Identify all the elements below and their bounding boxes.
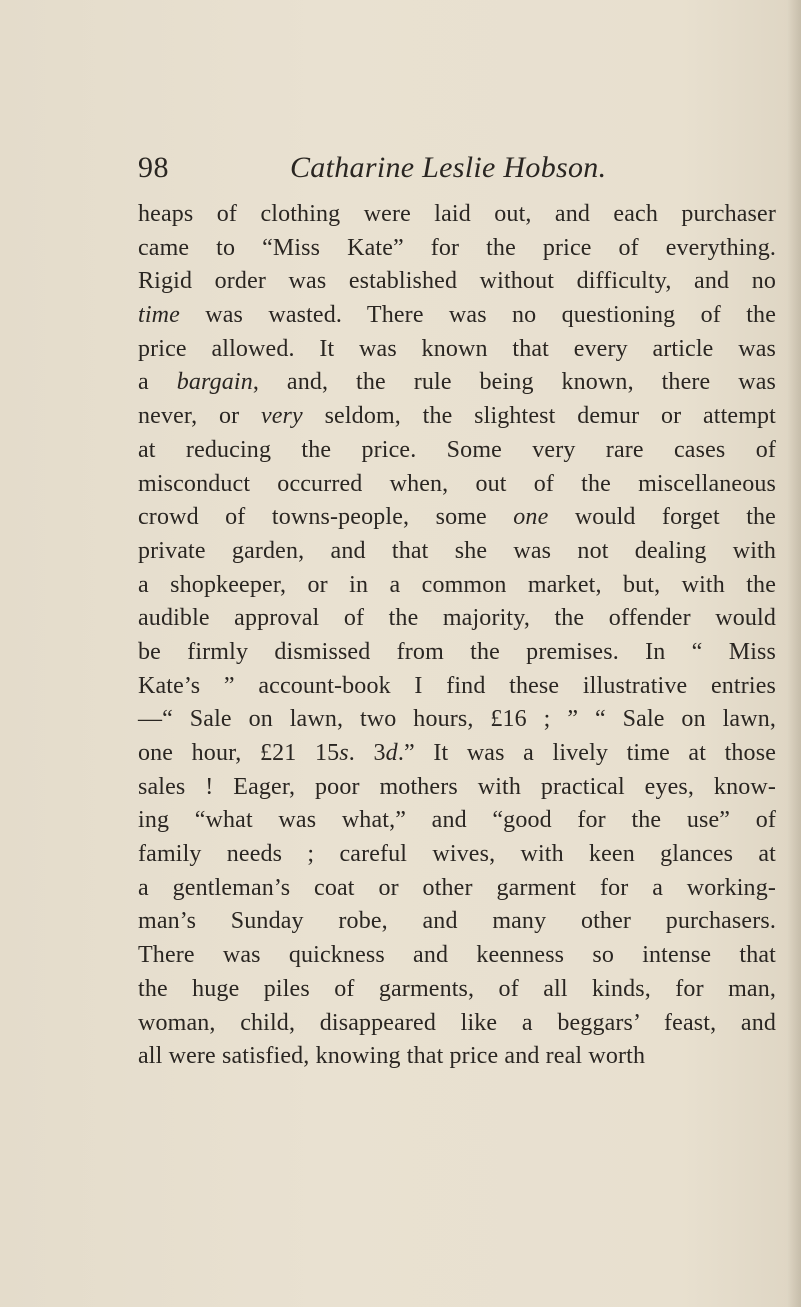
line-segment: seldom, the slightest demur or attempt <box>302 403 776 430</box>
text-line: be firmly dismissed from the premises. In “ Miss <box>138 638 776 665</box>
italic-word: time <box>138 302 180 329</box>
line-segment: one hour, £21 15 <box>138 740 340 766</box>
text-line: —“ Sale on lawn, two hours, £16 ; ” “ Sale on lawn, <box>138 706 776 733</box>
text-line: sales ! Eager, poor mothers with practical eyes, know- <box>138 773 776 800</box>
body-text <box>138 198 776 1074</box>
running-title: Catharine Leslie Hobson. <box>290 151 607 184</box>
text-line: heaps of clothing were laid out, and each purchaser <box>138 201 776 227</box>
italic-word: one <box>513 504 549 531</box>
italic-word: d <box>385 740 398 766</box>
italic-word: s <box>339 740 349 766</box>
line-segment: never, or <box>138 403 261 430</box>
text-line <box>138 400 776 434</box>
line-segment: .” It was a lively time at those <box>397 740 776 766</box>
italic-word: very <box>260 403 303 430</box>
text-line: the huge piles of garments, of all kinds, for man, <box>138 975 776 1002</box>
text-line: There was quickness and keenness so intense that <box>138 942 776 969</box>
line-segment: a <box>138 369 177 396</box>
text-line <box>138 501 776 535</box>
text-line: woman, child, disappeared like a beggars’ feast, and <box>138 1009 776 1036</box>
text-line <box>138 299 776 333</box>
text-line: private garden, and that she was not dealing with <box>138 537 776 564</box>
line-segment: , and, the rule being known, there was <box>252 369 776 396</box>
text-line: Kate’s ” account-book I find these illustrative entries <box>138 672 776 699</box>
text-line: a gentleman’s coat or other garment for a working- <box>138 874 776 901</box>
text-line: at reducing the price. Some very rare cases of <box>138 436 776 463</box>
text-line: a shopkeeper, or in a common market, but, with the <box>138 571 776 598</box>
text-line: misconduct occurred when, out of the miscellaneous <box>138 470 776 497</box>
line-segment: . 3 <box>348 740 386 766</box>
text-line: man’s Sunday robe, and many other purchasers. <box>138 908 776 935</box>
text-line <box>138 737 776 771</box>
page-number: 98 <box>138 151 169 184</box>
line-segment: crowd of towns-people, some <box>138 504 514 531</box>
text-line: all were satisfied, knowing that price and real worth <box>138 1043 646 1070</box>
text-line: ing “what was what,” and “good for the use” of <box>138 807 776 834</box>
text-line: audible approval of the majority, the offender would <box>138 605 776 632</box>
running-head <box>138 148 778 188</box>
line-segment: was wasted. There was no questioning of the <box>179 302 776 329</box>
text-line <box>138 366 776 400</box>
line-segment: would forget the <box>548 504 776 531</box>
page-edge-shadow <box>787 0 801 1307</box>
text-line: price allowed. It was known that every article was <box>138 335 776 362</box>
text-line: family needs ; careful wives, with keen glances at <box>138 841 776 868</box>
text-line: came to “Miss Kate” for the price of everything. <box>138 234 776 261</box>
italic-word: bargain <box>176 369 253 396</box>
text-line: Rigid order was established without difficulty, and no <box>138 268 776 295</box>
